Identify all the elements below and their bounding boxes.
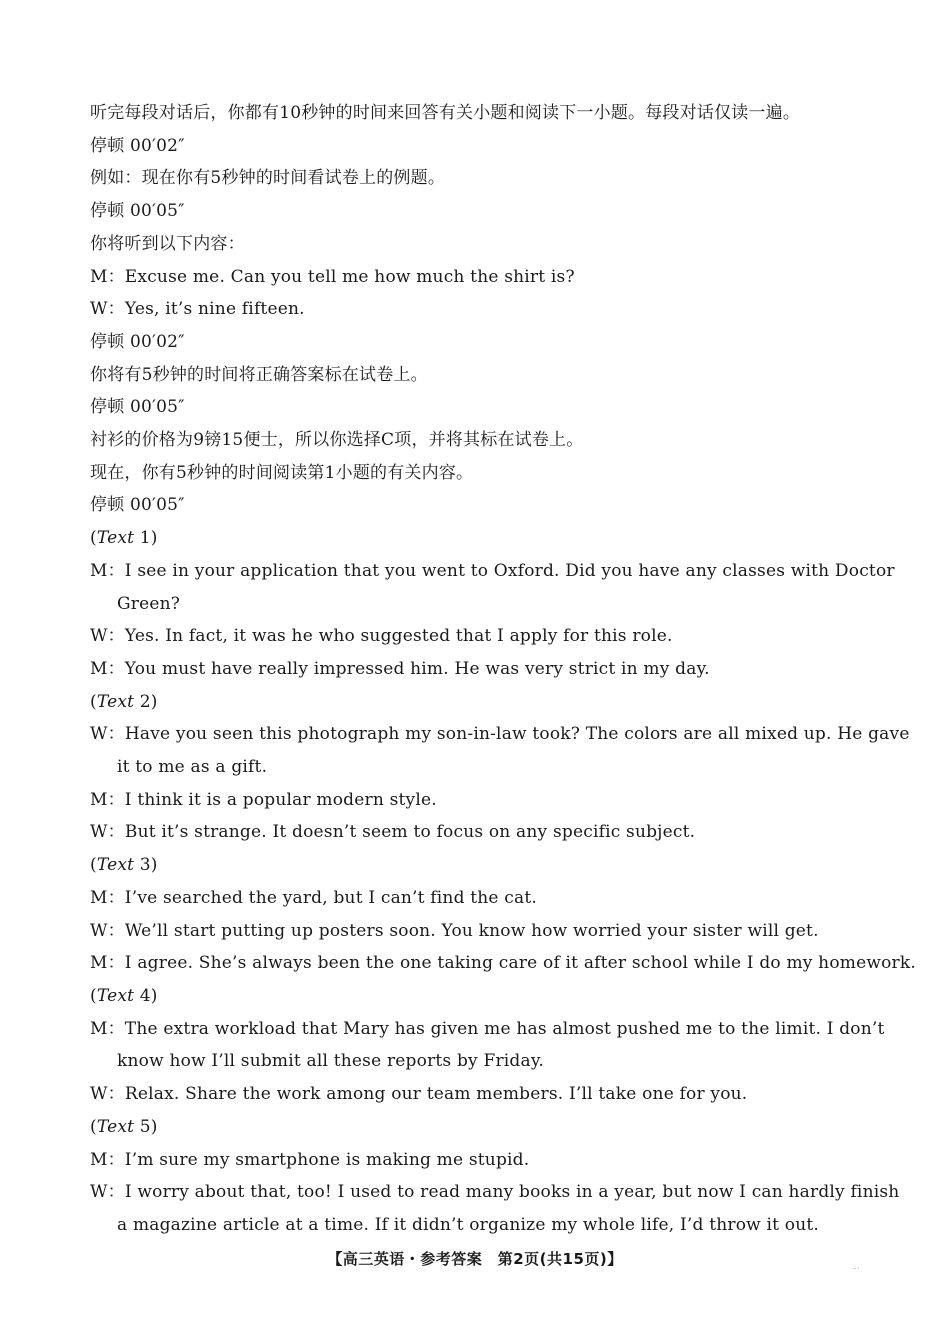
text-number: 2	[139, 691, 151, 712]
dialogue-line: W：Relax. Share the work among our team members. I’ll take one for you.	[90, 1084, 748, 1105]
text-3-label: (Text 3)	[90, 855, 158, 876]
text-label-word: Text	[96, 985, 135, 1006]
dialogue-line	[90, 555, 895, 620]
document-body	[90, 97, 916, 1242]
dialogue-line: W：Yes. In fact, it was he who suggested that I apply for this role.	[90, 626, 673, 647]
pause-line: 停顿 00′05″	[90, 201, 185, 222]
instruction-line: 你将听到以下内容：	[90, 233, 245, 254]
text-number: 5	[139, 1116, 151, 1137]
dialogue-line: M：I’m sure my smartphone is making me stupid.	[90, 1149, 530, 1170]
instruction-line: 你将有5秒钟的时间将正确答案标在试卷上。	[90, 364, 428, 385]
dialogue-line-continuation: know how I’ll submit all these reports by Friday.	[117, 1051, 544, 1072]
dialogue-line-text: M：The extra workload that Mary has given me has almost pushed me to the limit. I don’t	[90, 1018, 885, 1039]
pause-line: 停顿 00′05″	[90, 495, 185, 516]
dialogue-line-text: W：Have you seen this photograph my son-in-law took? The colors are all mixed up. He gave	[90, 724, 910, 745]
example-dialogue-line: W：Yes, it’s nine fifteen.	[90, 299, 305, 320]
dialogue-line-continuation: Green?	[117, 593, 181, 614]
pause-line: 停顿 00′02″	[90, 331, 185, 352]
dialogue-line-continuation: a magazine article at a time. If it didn’t organize my whole life, I’d throw it out.	[117, 1214, 819, 1235]
dialogue-line: M：I agree. She’s always been the one taking care of it after school while I do my homework.	[90, 953, 916, 974]
dialogue-line	[90, 1176, 900, 1241]
dialogue-line	[90, 1013, 885, 1078]
text-number: 1	[139, 528, 151, 549]
dialogue-line-continuation: it to me as a gift.	[117, 757, 268, 778]
text-label-word: Text	[96, 855, 135, 876]
text-label-word: Text	[96, 528, 135, 549]
dialogue-line: M：You must have really impressed him. He was very strict in my day.	[90, 658, 710, 679]
dialogue-line	[90, 718, 910, 783]
instruction-line: 例如：现在你有5秒钟的时间看试卷上的例题。	[90, 168, 446, 189]
text-1-label: (Text 1)	[90, 528, 158, 549]
instruction-line: 听完每段对话后，你都有10秒钟的时间来回答有关小题和阅读下一小题。每段对话仅读一遍。	[90, 103, 801, 123]
text-number: 3	[139, 855, 151, 876]
dialogue-line: W：We’ll start putting up posters soon. You know how worried your sister will get.	[90, 920, 819, 941]
text-4-label: (Text 4)	[90, 985, 158, 1006]
dialogue-line: M：I think it is a popular modern style.	[90, 789, 437, 810]
dialogue-line-text: W：I worry about that, too! I used to read many books in a year, but now I can hardly finish	[90, 1182, 900, 1203]
dialogue-line: M：I’ve searched the yard, but I can’t find the cat.	[90, 887, 537, 908]
text-label-word: Text	[96, 691, 135, 712]
text-label-word: Text	[96, 1116, 135, 1137]
corner-mark: ...	[852, 1262, 860, 1271]
text-5-label: (Text 5)	[90, 1116, 158, 1137]
dialogue-line: W：But it’s strange. It doesn’t seem to focus on any specific subject.	[90, 822, 696, 843]
example-dialogue-line: M：Excuse me. Can you tell me how much the shirt is?	[90, 266, 575, 287]
dialogue-line-text: M：I see in your application that you went to Oxford. Did you have any classes with Doctor	[90, 560, 895, 581]
page-footer: 【高三英语・参考答案 第2页(共15页)】	[327, 1250, 623, 1268]
text-number: 4	[139, 985, 151, 1006]
instruction-line: 衬衫的价格为9镑15便士，所以你选择C项，并将其标在试卷上。	[90, 430, 584, 451]
pause-line: 停顿 00′05″	[90, 397, 185, 418]
instruction-line: 现在，你有5秒钟的时间阅读第1小题的有关内容。	[90, 462, 474, 483]
pause-line: 停顿 00′02″	[90, 135, 185, 156]
text-2-label: (Text 2)	[90, 691, 158, 712]
